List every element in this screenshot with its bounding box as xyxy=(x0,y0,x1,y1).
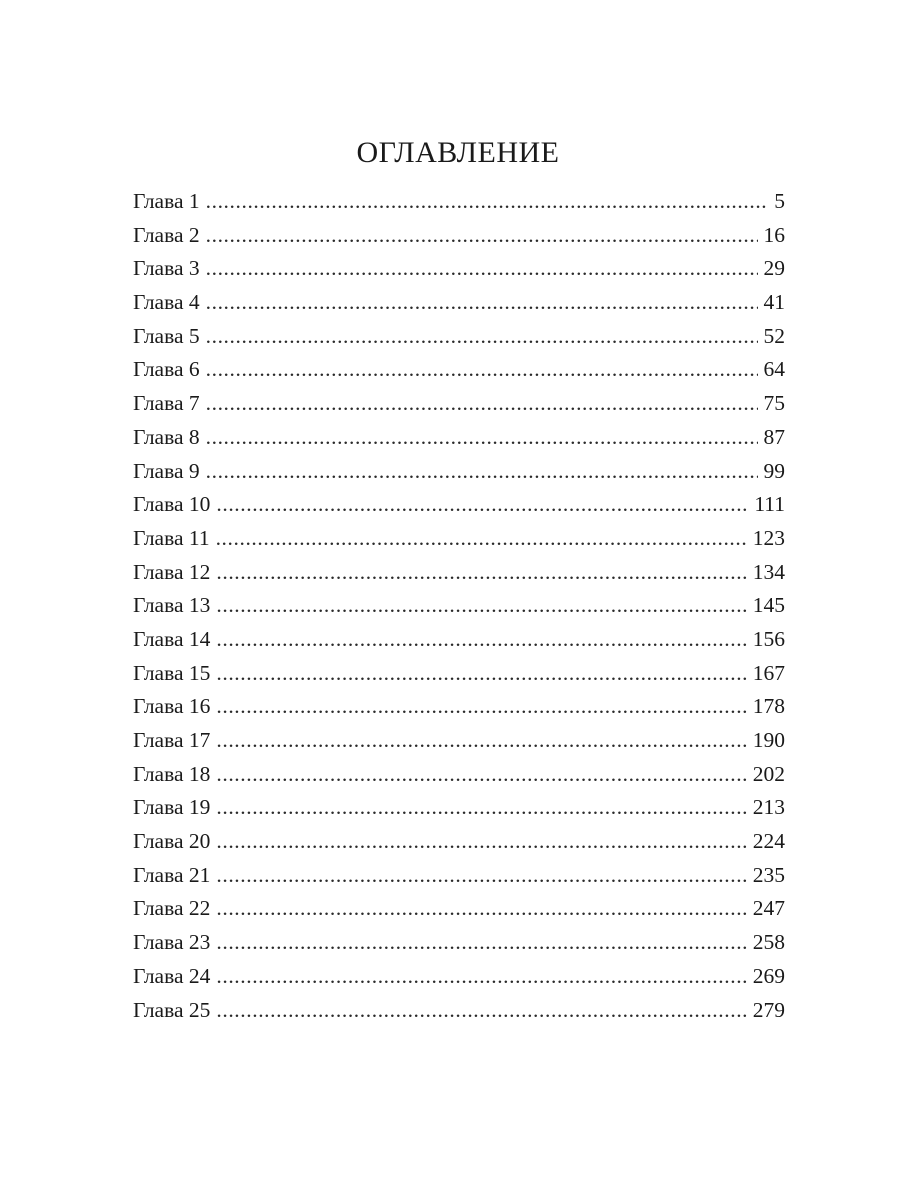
toc-entry xyxy=(133,623,785,657)
toc-entry xyxy=(133,825,785,859)
toc-entry xyxy=(133,387,785,421)
toc-dot-leader xyxy=(206,320,758,354)
toc-entry xyxy=(133,488,785,522)
toc-entry xyxy=(133,589,785,623)
toc-page-number: 123 xyxy=(752,525,785,550)
toc-chapter-label: Глава 14 xyxy=(133,626,211,651)
toc-chapter-label: Глава 5 xyxy=(133,323,200,348)
toc-chapter-label: Глава 20 xyxy=(133,829,211,854)
toc-chapter-label: Глава 19 xyxy=(133,795,211,820)
toc-page-number: 75 xyxy=(763,391,785,416)
toc-page-number: 190 xyxy=(752,728,785,752)
toc-page-number: 41 xyxy=(763,290,785,315)
toc-chapter-label: Глава 22 xyxy=(133,896,211,921)
toc-chapter-label: Глава 13 xyxy=(133,593,211,618)
toc-entry xyxy=(133,960,785,994)
toc-dot-leader xyxy=(216,724,746,758)
toc-chapter-label: Глава 25 xyxy=(133,997,211,1022)
toc-page-number: 224 xyxy=(752,829,785,854)
toc-dot-leader xyxy=(216,589,746,623)
toc-dot-leader xyxy=(206,353,758,387)
toc-dot-leader xyxy=(206,286,758,320)
toc-dot-leader xyxy=(216,892,746,926)
toc-chapter-label: Глава 12 xyxy=(133,559,211,584)
toc-dot-leader xyxy=(216,623,746,657)
table-of-contents xyxy=(133,185,785,1027)
toc-chapter-label: Глава 18 xyxy=(133,761,211,786)
toc-entry xyxy=(133,892,785,926)
toc-page-number: 202 xyxy=(752,761,785,786)
toc-dot-leader xyxy=(216,690,746,724)
toc-dot-leader xyxy=(216,556,746,590)
toc-dot-leader xyxy=(216,488,748,522)
toc-page-number: 111 xyxy=(754,492,785,517)
toc-chapter-label: Глава 24 xyxy=(133,963,211,988)
toc-dot-leader xyxy=(216,522,747,556)
toc-chapter-label: Глава 4 xyxy=(133,290,200,315)
toc-page-number: 247 xyxy=(752,896,785,921)
toc-chapter-label: Глава 6 xyxy=(133,357,200,382)
toc-page-number: 5 xyxy=(774,189,785,213)
toc-page-number: 16 xyxy=(763,222,785,247)
toc-entry xyxy=(133,219,785,253)
toc-page-number: 258 xyxy=(752,930,785,955)
toc-page-number: 134 xyxy=(752,559,785,584)
toc-dot-leader xyxy=(206,219,758,253)
toc-page-number: 178 xyxy=(752,694,785,719)
toc-entry xyxy=(133,252,785,286)
toc-page-number: 87 xyxy=(763,424,785,449)
toc-dot-leader xyxy=(206,421,758,455)
toc-entry xyxy=(133,556,785,590)
toc-chapter-label: Глава 16 xyxy=(133,694,211,719)
toc-entry xyxy=(133,286,785,320)
toc-entry xyxy=(133,690,785,724)
toc-chapter-label: Глава 15 xyxy=(133,660,211,685)
toc-entry xyxy=(133,791,785,825)
toc-chapter-label: Глава 3 xyxy=(133,256,200,281)
toc-page-number: 279 xyxy=(752,997,785,1022)
toc-dot-leader xyxy=(216,994,746,1028)
toc-entry xyxy=(133,185,785,219)
toc-chapter-label: Глава 21 xyxy=(133,862,211,887)
toc-dot-leader xyxy=(206,387,758,421)
toc-chapter-label: Глава 8 xyxy=(133,424,200,449)
toc-entry xyxy=(133,724,785,758)
toc-chapter-label: Глава 10 xyxy=(133,492,211,517)
toc-entry xyxy=(133,994,785,1028)
toc-dot-leader xyxy=(206,455,758,489)
toc-entry xyxy=(133,859,785,893)
toc-dot-leader xyxy=(216,960,746,994)
toc-chapter-label: Глава 2 xyxy=(133,222,200,247)
toc-dot-leader xyxy=(216,859,746,893)
toc-chapter-label: Глава 17 xyxy=(133,728,211,752)
toc-entry xyxy=(133,926,785,960)
toc-page-number: 156 xyxy=(752,626,785,651)
toc-page-number: 52 xyxy=(763,323,785,348)
toc-page-number: 235 xyxy=(752,862,785,887)
toc-dot-leader xyxy=(216,791,746,825)
page-title: ОГЛАВЛЕНИЕ xyxy=(356,136,560,169)
toc-page-number: 29 xyxy=(763,256,785,281)
toc-page-number: 64 xyxy=(763,357,785,382)
toc-page-number: 99 xyxy=(763,458,785,483)
toc-dot-leader xyxy=(206,185,769,219)
toc-entry xyxy=(133,455,785,489)
toc-entry xyxy=(133,353,785,387)
toc-page-number: 167 xyxy=(752,660,785,685)
toc-entry xyxy=(133,320,785,354)
toc-entry xyxy=(133,522,785,556)
toc-page-number: 145 xyxy=(752,593,785,618)
toc-dot-leader xyxy=(216,926,746,960)
toc-entry xyxy=(133,657,785,691)
toc-dot-leader xyxy=(216,825,746,859)
toc-chapter-label: Глава 7 xyxy=(133,391,200,416)
toc-dot-leader xyxy=(206,252,758,286)
toc-dot-leader xyxy=(216,758,746,792)
toc-entry xyxy=(133,421,785,455)
toc-page-number: 213 xyxy=(752,795,785,820)
toc-chapter-label: Глава 1 xyxy=(133,189,200,213)
toc-chapter-label: Глава 11 xyxy=(133,525,210,550)
toc-chapter-label: Глава 9 xyxy=(133,458,200,483)
toc-chapter-label: Глава 23 xyxy=(133,930,211,955)
toc-entry xyxy=(133,758,785,792)
toc-page-number: 269 xyxy=(752,963,785,988)
toc-dot-leader xyxy=(216,657,746,691)
